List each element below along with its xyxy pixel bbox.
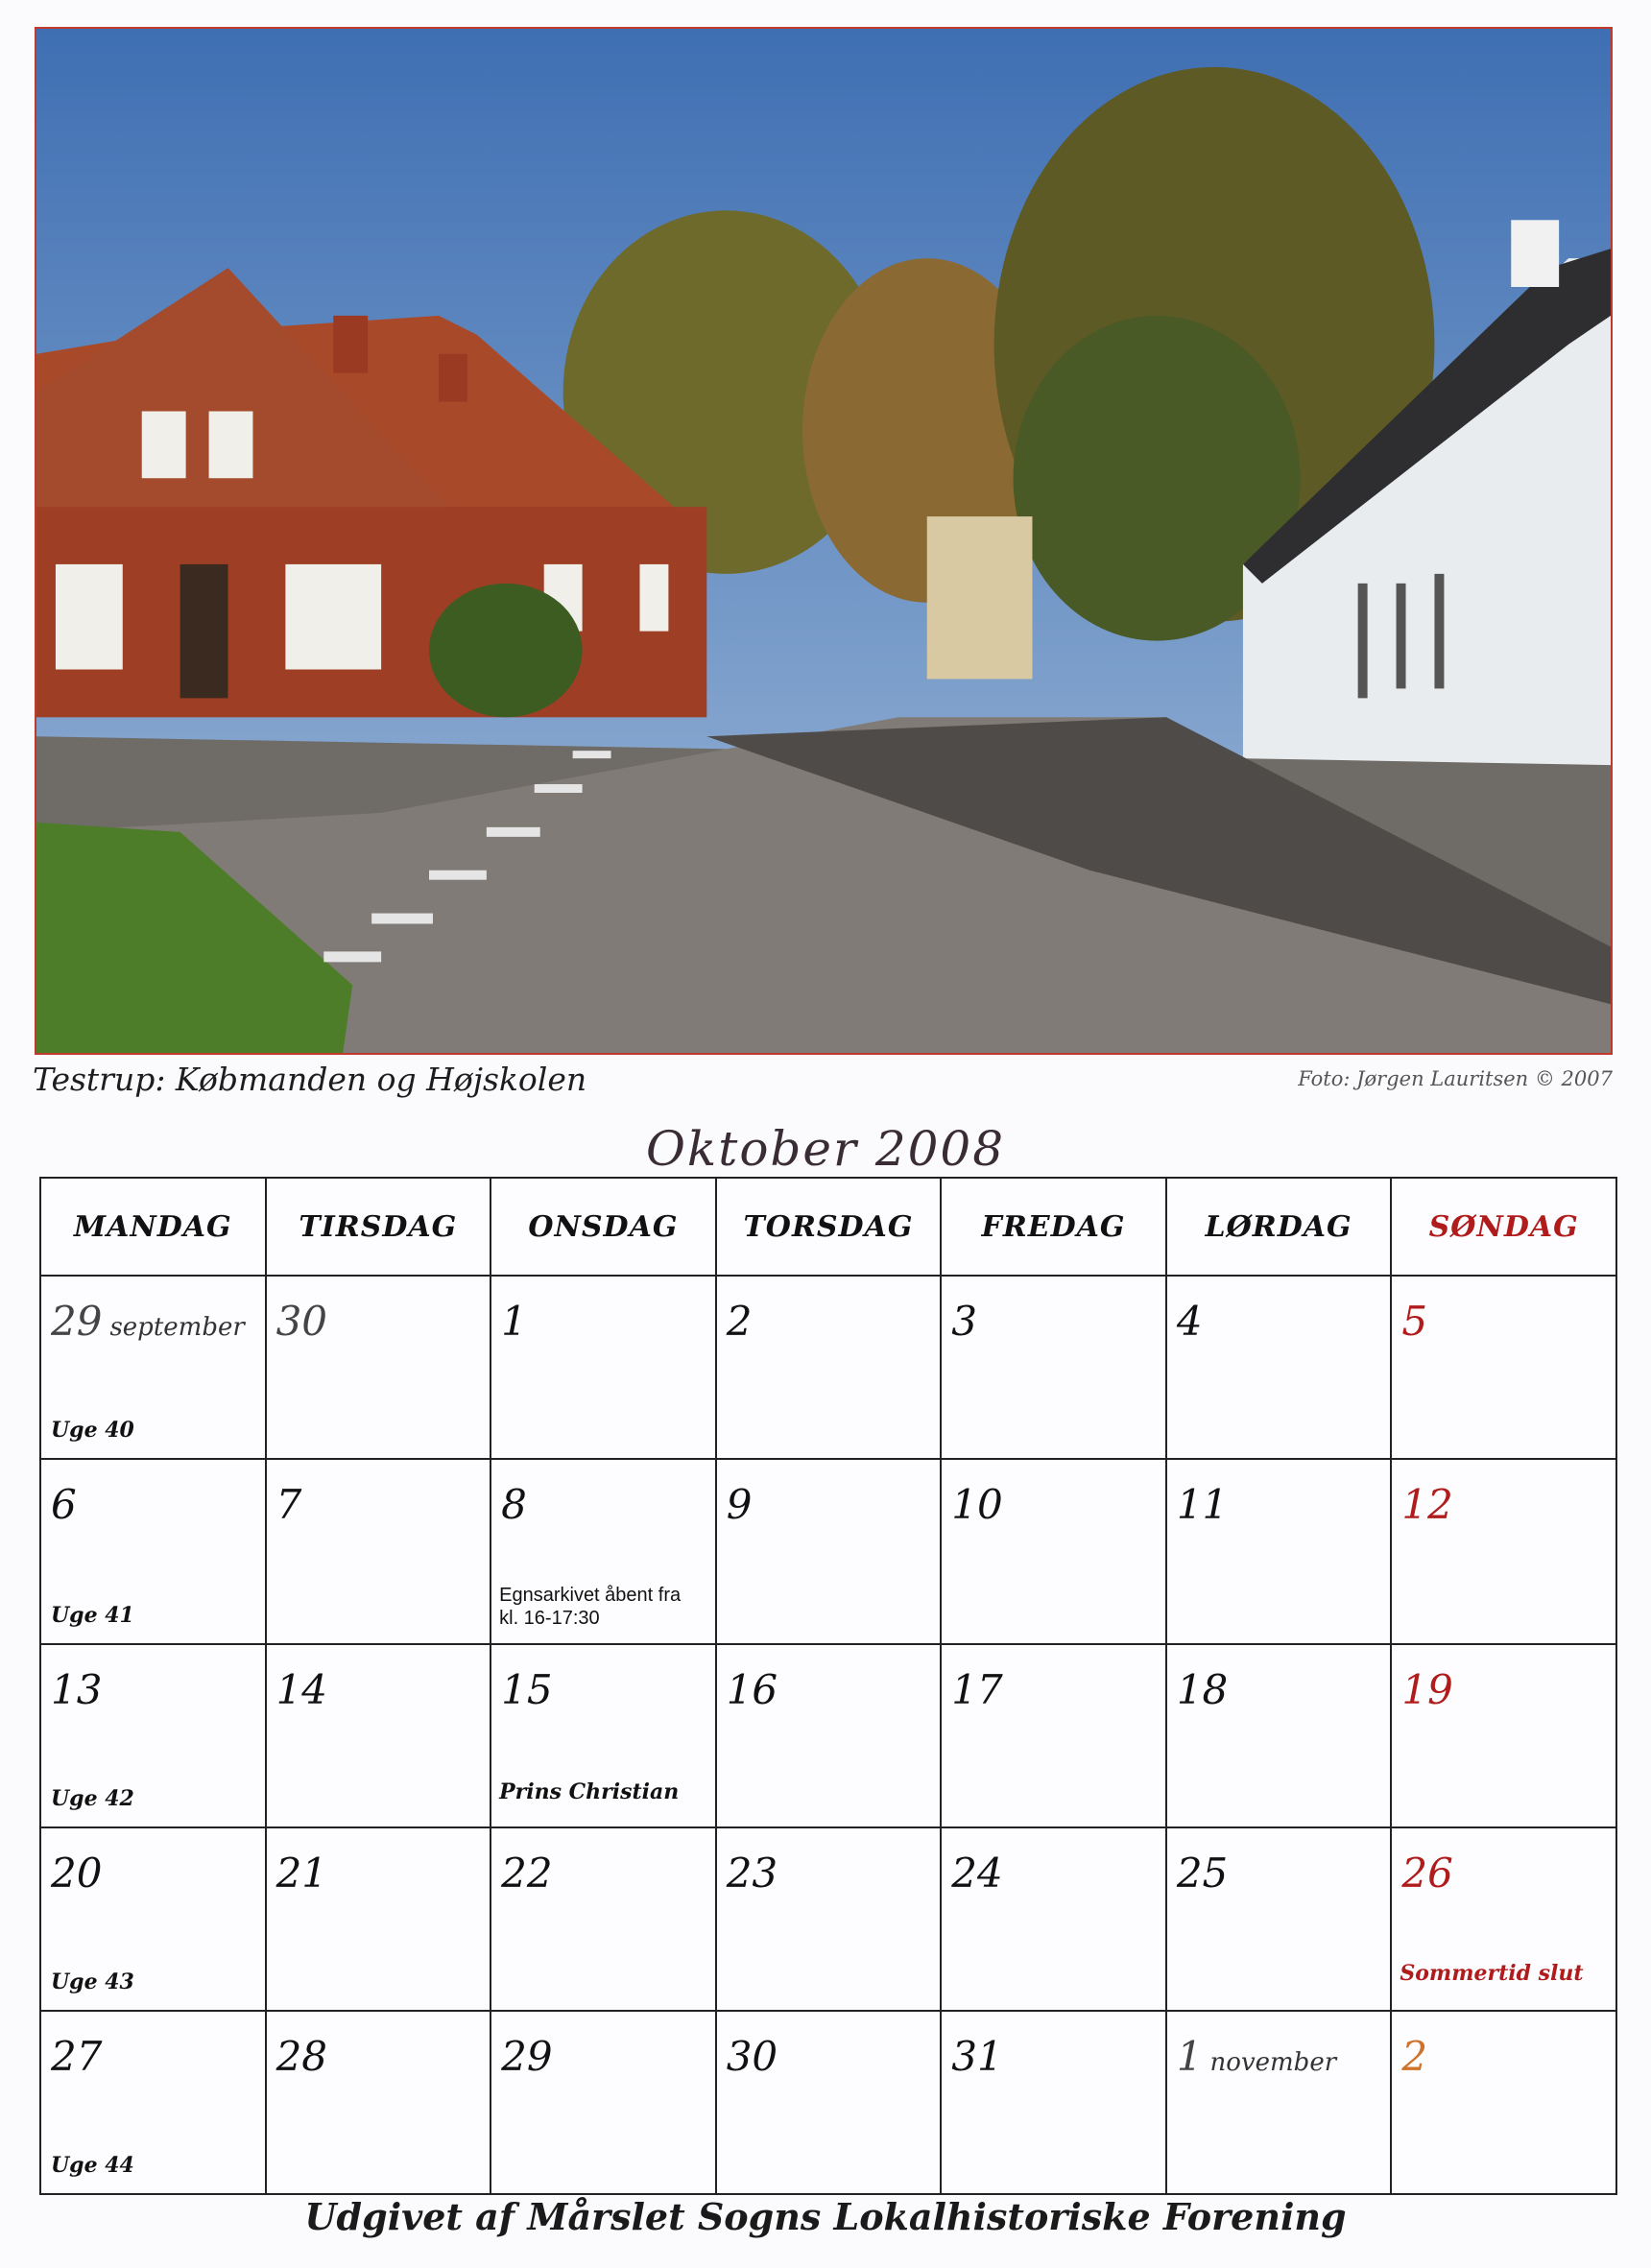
day-cell [266, 1644, 491, 1827]
day-number: 19 [1401, 1666, 1453, 1713]
calendar-photo [35, 27, 1613, 1055]
day-number: 16 [726, 1666, 778, 1713]
day-cell [40, 1827, 266, 2011]
weekday-saturday: LØRDAG [1166, 1178, 1392, 1276]
day-number [51, 1298, 245, 1345]
day-cell [491, 1276, 716, 1459]
day-number: 14 [275, 1666, 328, 1713]
day-cell [941, 1827, 1166, 2011]
day-number: 7 [275, 1481, 302, 1528]
day-number: 22 [501, 1850, 553, 1897]
week-label: Uge 42 [51, 1786, 134, 1811]
day-number: 4 [1176, 1298, 1203, 1345]
day-cell [1166, 2011, 1392, 2194]
day-cell [491, 1459, 716, 1644]
day-number: 27 [51, 2033, 103, 2080]
photo-caption: Testrup: Købmanden og Højskolen [33, 1061, 587, 1098]
week-label: Uge 44 [51, 2153, 134, 2178]
day-cell [716, 1459, 942, 1644]
day-number: 9 [726, 1481, 753, 1528]
day-number-text: 29 [51, 1298, 103, 1345]
day-number: 30 [275, 1298, 328, 1345]
day-cell [266, 1459, 491, 1644]
day-cell-sunday [1391, 1459, 1616, 1644]
day-cell-sunday [1391, 1276, 1616, 1459]
day-number: 21 [275, 1850, 328, 1897]
weekday-wednesday: ONSDAG [491, 1178, 716, 1276]
week-label: Uge 40 [51, 1418, 134, 1443]
photo-credit: Foto: Jørgen Lauritsen © 2007 [1298, 1067, 1613, 1090]
day-cell-sunday [1391, 2011, 1616, 2194]
day-cell [266, 2011, 491, 2194]
day-cell [716, 1827, 942, 2011]
day-cell [1166, 1644, 1392, 1827]
day-cell [941, 1276, 1166, 1459]
day-cell [266, 1276, 491, 1459]
week-row [40, 2011, 1616, 2194]
publisher-footer: Udgivet af Mårslet Sogns Lokalhistoriske Forening [304, 2195, 1347, 2238]
day-number: 2 [726, 1298, 753, 1345]
weekday-sunday: SØNDAG [1391, 1178, 1616, 1276]
event-note: Prins Christian [499, 1779, 680, 1804]
day-cell [941, 2011, 1166, 2194]
day-cell [941, 1459, 1166, 1644]
week-row [40, 1644, 1616, 1827]
day-number: 11 [1176, 1481, 1229, 1528]
day-number: 30 [726, 2033, 778, 2080]
calendar-grid [39, 1177, 1617, 2195]
week-label: Uge 43 [51, 1970, 134, 1994]
week-label: Uge 41 [51, 1603, 134, 1628]
day-cell [941, 1644, 1166, 1827]
day-cell [40, 1644, 266, 1827]
day-number: 23 [726, 1850, 778, 1897]
day-cell-sunday [1391, 1827, 1616, 2011]
day-number: 3 [951, 1298, 977, 1345]
weekday-friday: FREDAG [941, 1178, 1166, 1276]
day-cell [1166, 1827, 1392, 2011]
day-cell [716, 2011, 942, 2194]
day-cell [491, 1827, 716, 2011]
day-cell [266, 1827, 491, 2011]
day-number: 31 [951, 2033, 1003, 2080]
week-row [40, 1459, 1616, 1644]
day-number: 25 [1176, 1850, 1229, 1897]
day-cell [1166, 1276, 1392, 1459]
prev-month-label: september [109, 1313, 245, 1342]
day-number: 29 [501, 2033, 553, 2080]
day-number: 24 [951, 1850, 1003, 1897]
day-cell-sunday [1391, 1644, 1616, 1827]
day-cell [491, 1644, 716, 1827]
month-title: Oktober 2008 [645, 1121, 1006, 1177]
day-number: 18 [1176, 1666, 1229, 1713]
day-cell [716, 1276, 942, 1459]
event-note: Sommertid slut [1400, 1961, 1584, 1986]
day-cell [40, 2011, 266, 2194]
weekday-tuesday: TIRSDAG [266, 1178, 491, 1276]
day-number: 28 [275, 2033, 328, 2080]
event-note: Egnsarkivet åbent fra kl. 16-17:30 [499, 1585, 682, 1629]
day-number: 17 [951, 1666, 1003, 1713]
day-number: 8 [501, 1481, 527, 1528]
day-number: 12 [1401, 1481, 1453, 1528]
week-row [40, 1276, 1616, 1459]
day-cell [40, 1459, 266, 1644]
weekday-thursday: TORSDAG [716, 1178, 942, 1276]
day-number: 6 [51, 1481, 77, 1528]
day-cell [491, 2011, 716, 2194]
village-street-photo [36, 29, 1611, 1053]
day-number: 10 [951, 1481, 1003, 1528]
day-cell [716, 1644, 942, 1827]
weekday-header-row [40, 1178, 1616, 1276]
day-cell [1166, 1459, 1392, 1644]
day-number: 20 [51, 1850, 103, 1897]
day-number-text: 1 [1176, 2033, 1203, 2080]
day-number: 15 [501, 1666, 553, 1713]
day-number: 26 [1401, 1850, 1453, 1897]
day-number: 5 [1401, 1298, 1428, 1345]
day-number: 2 [1401, 2033, 1428, 2080]
day-number: 1 [501, 1298, 527, 1345]
day-number [1177, 2033, 1336, 2080]
next-month-label: november [1209, 2048, 1337, 2077]
week-row [40, 1827, 1616, 2011]
day-cell [40, 1276, 266, 1459]
day-number: 13 [51, 1666, 103, 1713]
weekday-monday: MANDAG [40, 1178, 266, 1276]
